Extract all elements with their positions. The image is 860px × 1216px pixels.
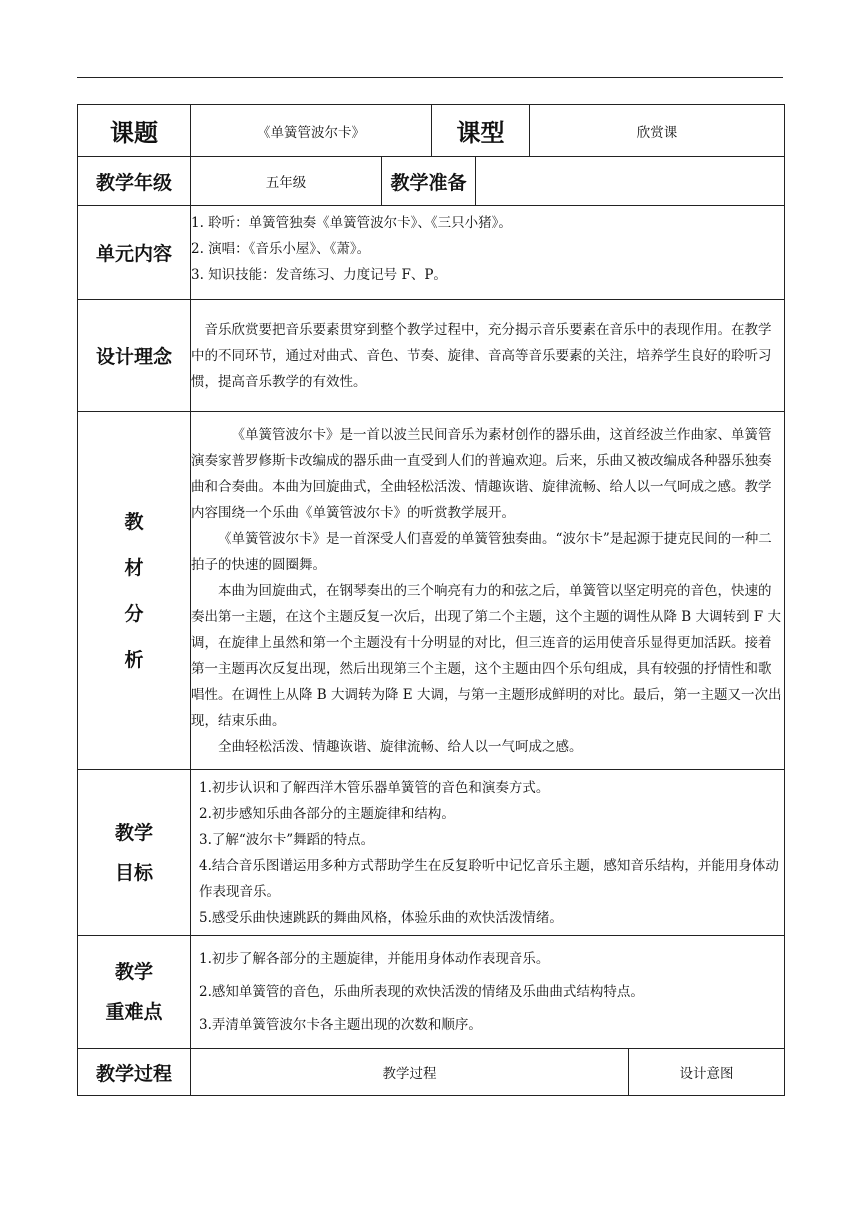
keypoints-label-line: 教学 [114,961,153,983]
keypoints-row [78,936,785,1049]
goals-label-line: 目标 [114,861,153,884]
analysis-label-char: 析 [124,648,144,671]
keypoints-label-line: 重难点 [105,1001,163,1023]
keypoint-item: 2.感知单簧管的音色，乐曲所表现的欢快活泼的情绪及乐曲曲式结构特点。 [199,983,644,1000]
process-col-header: 教学过程 [191,1049,629,1096]
unit-label: 单元内容 [78,206,191,300]
analysis-paragraph: 本曲为回旋曲式，在钢琴奏出的三个响亮有力的和弦之后，单簧管以坚定明亮的音色，快速的奏出第一主题，在这个主题反复一次后，出现了第二个主题，这个主题的调性从降 B 大调转到 F 大调，在旋律上虽然和第一个主题没有十分明显的对比，但三连音的运用使音乐显得更加活跃。接着第一主题再次反复出现，然后出现第三个主题，这个主题由四个乐句组成，具有较强的抒情性和歌唱性。在调性上从降 B 大调转为降 E 大调，与第一主题形成鲜明的对比。最后，第一主题又一次出现，结束乐曲。 [191,582,782,729]
analysis-paragraph: 全曲轻松活泼、情趣诙谐、旋律流畅、给人以一气呵成之感。 [218,738,583,755]
goals-row [78,770,785,936]
analysis-label-char: 材 [124,556,144,579]
concept-label: 设计理念 [78,300,191,412]
type-label: 课型 [432,105,530,157]
keypoints-label [78,936,191,1049]
goal-item: 5.感受乐曲快速跳跃的舞曲风格，体验乐曲的欢快活泼情绪。 [199,909,563,926]
goal-item: 3.了解“波尔卡”舞蹈的特点。 [199,831,375,848]
concept-content [191,300,785,412]
lesson-plan-table [77,104,785,1096]
analysis-row [78,412,785,770]
unit-row [78,206,785,300]
keypoint-item: 1.初步了解各部分的主题旋律，并能用身体动作表现音乐。 [199,950,550,967]
analysis-label-char: 教 [124,510,144,533]
concept-row [78,300,785,412]
grade-label: 教学年级 [78,157,191,206]
analysis-label [78,412,191,770]
analysis-paragraph: 《单簧管波尔卡》是一首深受人们喜爱的单簧管独奏曲。“波尔卡”是起源于捷克民间的一种二拍子的快速的圆圈舞。 [191,530,772,573]
analysis-content [191,412,785,770]
prep-value [476,157,785,206]
concept-text: 音乐欣赏要把音乐要素贯穿到整个教学过程中，充分揭示音乐要素在音乐中的表现作用。在教学中的不同环节，通过对曲式、音色、节奏、旋律、音高等音乐要素的关注，培养学生良好的聆听习惯，提高音乐教学的有效性。 [191,321,772,390]
topic-value: 《单簧管波尔卡》 [191,105,432,157]
prep-label: 教学准备 [382,157,476,206]
keypoints-content [191,936,785,1049]
grade-row [78,157,785,206]
process-row [78,1049,785,1096]
type-value: 欣赏课 [530,105,785,157]
analysis-label-char: 分 [124,602,144,625]
goal-item: 4.结合音乐图谱运用多种方式帮助学生在反复聆听中记忆音乐主题，感知音乐结构，并能用身体动作表现音乐。 [199,857,779,900]
intent-col-header: 设计意图 [629,1049,785,1096]
unit-item: 2. 演唱：《音乐小屋》、《萧》。 [191,241,371,257]
analysis-paragraph: 《单簧管波尔卡》是一首以波兰民间音乐为素材创作的器乐曲，这首经波兰作曲家、单簧管演奏家普罗修斯卡改编成的器乐曲一直受到人们的普遍欢迎。后来，乐曲又被改编成各种器乐独奏曲和合奏曲。本曲为回旋曲式，全曲轻松活泼、情趣诙谐、旋律流畅、给人以一气呵成之感。教学内容围绕一个乐曲《单簧管波尔卡》的听赏教学展开。 [191,426,772,521]
goal-item: 1.初步认识和了解西洋木管乐器单簧管的音色和演奏方式。 [199,779,550,796]
unit-item: 1. 聆听：单簧管独奏《单簧管波尔卡》、《三只小猪》。 [191,215,512,231]
header-rule [77,77,783,78]
unit-item: 3. 知识技能：发音练习、力度记号 F、P。 [191,267,447,283]
topic-row [78,105,785,157]
grade-value: 五年级 [191,157,382,206]
goals-label-line: 教学 [114,821,153,844]
process-label: 教学过程 [78,1049,191,1096]
unit-content [191,206,785,300]
keypoint-item: 3.弄清单簧管波尔卡各主题出现的次数和顺序。 [199,1016,482,1033]
topic-label: 课题 [78,105,191,157]
goal-item: 2.初步感知乐曲各部分的主题旋律和结构。 [199,805,455,822]
goals-content [191,770,785,936]
goals-label [78,770,191,936]
